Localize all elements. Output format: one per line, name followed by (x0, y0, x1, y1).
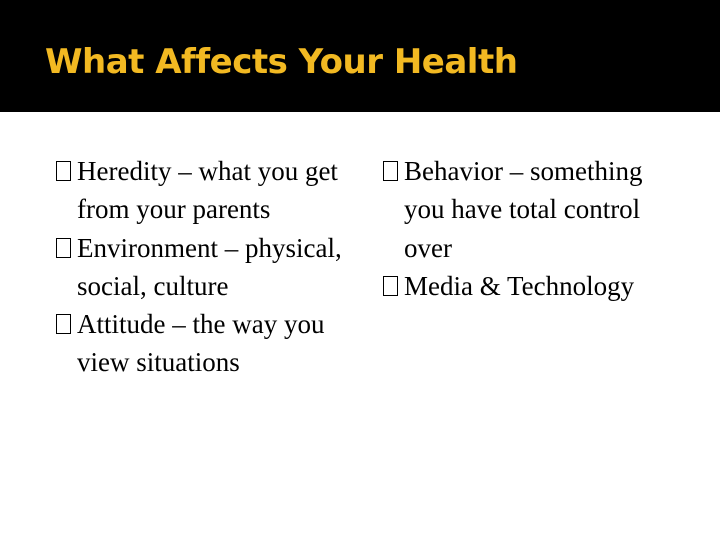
bullet-text: Behavior – something you have total control over (404, 156, 643, 263)
bullet-text: Heredity – what you get from your parents (77, 156, 338, 225)
box-bullet-icon (56, 238, 71, 258)
bullet-text: Environment – physical, social, culture (77, 232, 342, 301)
title-bar (0, 0, 720, 112)
slide-title: What Affects Your Health (45, 42, 518, 82)
bullet-item-behavior (383, 152, 683, 267)
bullet-text: Attitude – the way you view situations (77, 309, 325, 378)
bullet-text: Media & Technology (404, 270, 635, 301)
bullet-item-attitude (56, 305, 354, 382)
left-bullet-list (56, 152, 354, 382)
bullet-item-heredity (56, 152, 354, 229)
box-bullet-icon (383, 276, 398, 296)
bullet-item-environment (56, 229, 354, 306)
right-bullet-list (383, 152, 683, 305)
box-bullet-icon (383, 161, 398, 181)
box-bullet-icon (56, 314, 71, 334)
bullet-item-media (383, 267, 683, 305)
box-bullet-icon (56, 161, 71, 181)
